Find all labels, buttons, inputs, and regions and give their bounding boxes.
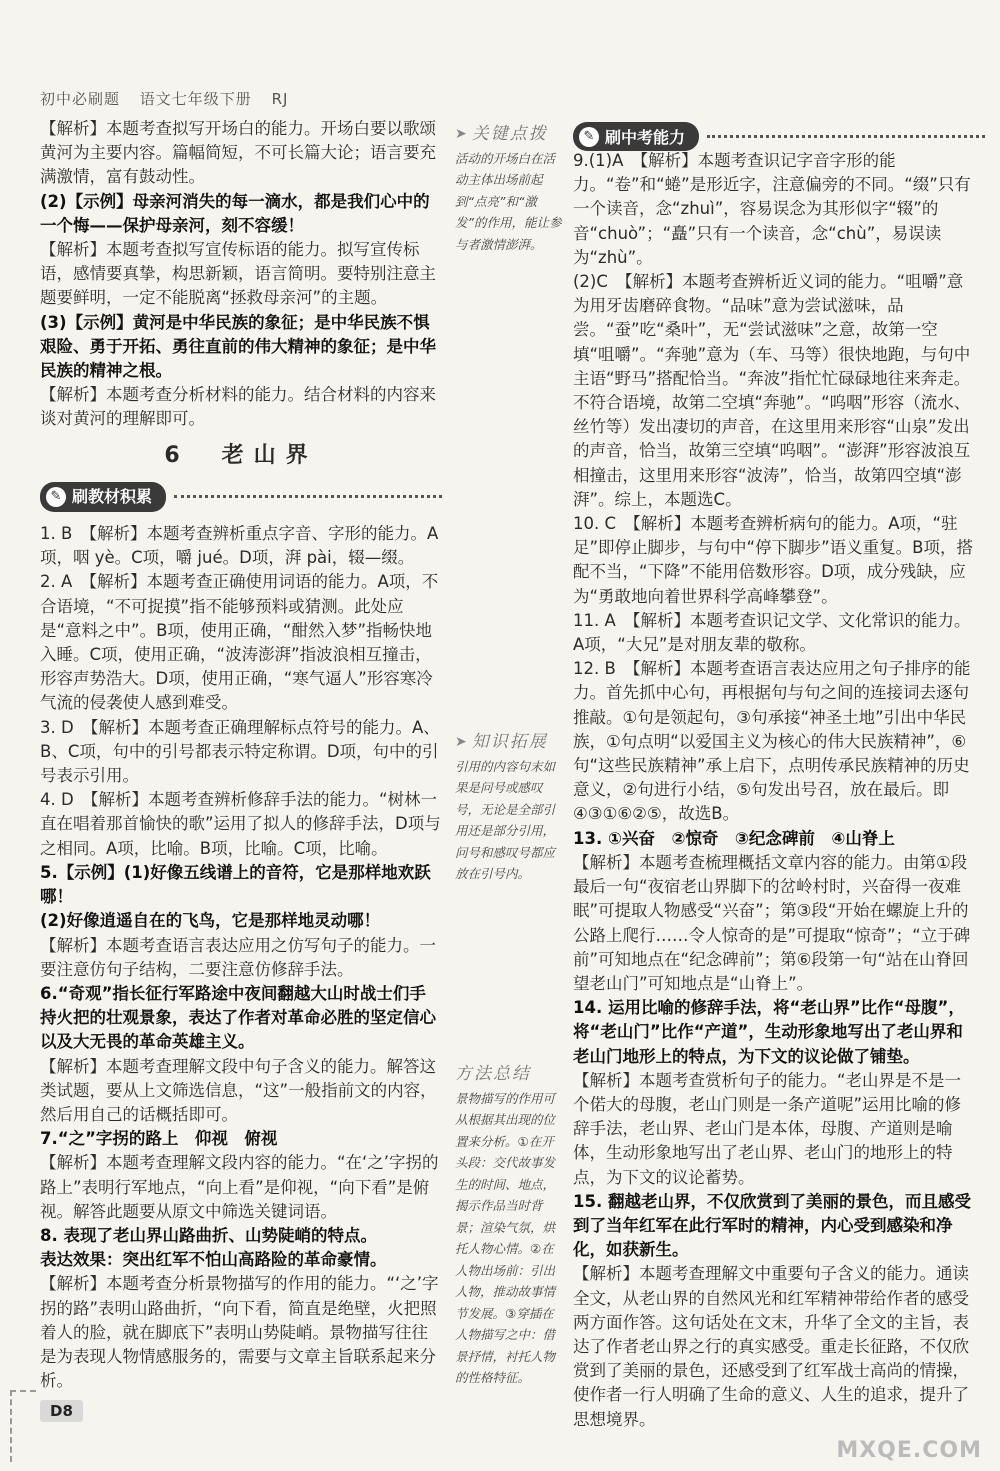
answer-item: 2. A 【解析】本题考查正确使用词语的能力。A项，不合语境，“不可捉摸”指不能够预料或猜测。此处应是“意料之中”。B项，使用正确，“酣然入梦”指畅快地入睡。C项，使用正确，“波涛澎湃”指波浪相互撞击，形容声势浩大。D项，使用正确，“寒气逼人”形容寒冷气流的侵袭使人感到难受。 xyxy=(40,572,439,713)
answer-item: 9.(1)A 【解析】本题考查识记字音字形的能力。“卷”和“蜷”是形近字，注意偏旁的不同。“缀”只有一个读音，念“zhuì”，容易误念为其形似字“辍”的音“chuò”；“矗”只有一个读音，念“chù”，易误读为“zhù”。 xyxy=(573,151,971,267)
analysis-paragraph: 【解析】本题考查拟写宣传标语的能力。拟写宣传标语，感情要真挚，构思新颖，语言简明。要特别注意主题要鲜明，一定不能脱离“拯救母亲河”的主题。 xyxy=(40,240,436,308)
watermark: MXQE.COM xyxy=(836,1438,982,1463)
banner-badge xyxy=(573,122,699,151)
banner-label: 刷教材积累 xyxy=(72,486,153,506)
book-title: 初中必刷题 xyxy=(40,90,121,108)
analysis-paragraph: 【解析】本题考查梳理概括文章内容的能力。由第①段最后一句“夜宿老山界脚下的岔岭村时，兴奋得一夜难眠”可提取人物感受“兴奋”；第③段“开始在螺旋上升的公路上爬行……令人惊奇的是”可提取“惊奇”；“立于碑前”可知地点在“纪念碑前”；第⑥段第一句“站在山脊回望老山门”可知地点是“山脊上”。 xyxy=(573,852,971,993)
corner-mark xyxy=(10,1390,36,1462)
answer-item: 1. B 【解析】本题考查辨析重点字音、字形的能力。A项，咽 yè。C项，嚼 jué。D项，湃 pài，辍—缀。 xyxy=(40,524,439,568)
example-answer: (3)【示例】黄河是中华民族的象征；是中华民族不惧艰险、勇于开拓、勇往直前的伟大精神的象征；是中华民族的精神之根。 xyxy=(40,312,436,381)
book-icon: ✎ xyxy=(46,487,66,507)
side-note-title: 方法总结 xyxy=(455,1064,531,1084)
answer-item: 4. D 【解析】本题考查辨析修辞手法的能力。“树林一直在唱着那首愉快的歌”运用了拟人的修辞手法，D项与之相同。A项，比喻。B项，比喻。C项，比喻。 xyxy=(40,790,441,858)
left-column xyxy=(40,117,442,1393)
analysis-paragraph: 【解析】本题考查语言表达应用之仿写句子的能力。一要注意仿句子结构，二要注意仿修辞手法。 xyxy=(40,935,436,979)
answer-item: 8. 表现了老山界山路曲折、山势陡峭的特点。 xyxy=(40,1225,377,1245)
analysis-paragraph: 【解析】本题考查拟写开场白的能力。开场白要以歌颂黄河为主要内容。篇幅简短，不可长篇大论；语言要充满激情，富有鼓动性。 xyxy=(40,119,436,187)
arrow-icon: ➤ xyxy=(455,734,469,750)
analysis-paragraph: 【解析】本题考查分析材料的能力。结合材料的内容来谈对黄河的理解即可。 xyxy=(40,385,436,429)
analysis-paragraph: 【解析】本题考查理解文段内容的能力。“在‘之’字拐的路上”表明行军地点，“向上看”是仰视，“向下看”是俯视。解答此题要从原文中筛选关键词语。 xyxy=(40,1153,439,1221)
answer-item: 7.“之”字拐的路上 仰视 俯视 xyxy=(40,1129,278,1149)
answer-item: 表达效果：突出红军不怕山高路险的革命豪情。 xyxy=(40,1250,387,1270)
side-note-title: 关键点拨 xyxy=(471,124,548,144)
answer-item: 11. A 【解析】本题考查识记文学、文化常识的能力。A项，“大兄”是对朋友辈的敬称。 xyxy=(573,610,971,655)
exam-banner xyxy=(573,122,985,151)
answer-item: 13. ①兴奋 ②惊奇 ③纪念碑前 ④山脊上 xyxy=(573,828,895,848)
side-note-title: 知识拓展 xyxy=(471,732,548,752)
book-icon: ✎ xyxy=(579,127,599,147)
example-answer: (2)【示例】母亲河消失的每一滴水，都是我们心中的一个悔——保护母亲河，刻不容缓！ xyxy=(40,191,430,235)
answer-item: 14. 运用比喻的修辞手法，将“老山界”比作“母腹”，将“老山门”比作“产道”，生动形象地写出了老山界和老山门地形上的特点，为下文的议论做了铺垫。 xyxy=(573,998,965,1066)
side-note-key-points xyxy=(455,124,563,255)
side-note-knowledge xyxy=(455,732,563,885)
subject: 语文七年级下册 xyxy=(139,90,252,108)
section-banner xyxy=(40,482,442,512)
divider xyxy=(707,135,985,138)
answer-item: 15. 翻越老山界，不仅欣赏到了美丽的景色，而且感受到了当年红军在此行军时的精神，内心受到感染和净化，如获新生。 xyxy=(573,1191,971,1260)
answer-item: 6.“奇观”指长征行军路途中夜间翻越大山时战士们手持火把的壮观景象，表达了作者对革命必胜的坚定信心以及大无畏的革命英雄主义。 xyxy=(40,983,436,1052)
answer-item: (2)C 【解析】本题考查辨析近义词的能力。“咀嚼”意为用牙齿磨碎食物。“品味”意为尝试滋味，品尝。“蚕”吃“桑叶”，无“尝试滋味”之意，故第一空填“咀嚼”。“奔驰”意为（车、马等）很快地跑，与句中主语“野马”搭配恰当。“奔波”指忙忙碌碌地往来奔走。不符合语境，故第二空填“奔驰”。“呜咽”形容（流水、丝竹等）发出凄切的声音，在这里用来形容“山泉”发出的声音，恰当，故第三空填“呜咽”。“澎湃”形容波浪互相撞击，这里用来形容“波涛”，恰当，故第四空填“澎湃”。综上，本题选C。 xyxy=(573,272,971,509)
page-number: D8 xyxy=(40,1400,83,1422)
answer-item: 10. C 【解析】本题考查辨析病句的能力。A项，“驻足”即停止脚步，与句中“停下脚步”语义重复。B项，搭配不当，“下降”不能用倍数形容。D项，成分残缺，应为“勇敢地向着世界科学高峰攀登”。 xyxy=(573,514,973,606)
answer-item: (2)好像逍遥自在的飞鸟，它是那样地灵动哪！ xyxy=(40,911,381,931)
arrow-icon: ➤ xyxy=(455,126,469,142)
answer-item: 12. B 【解析】本题考查语言表达应用之句子排序的能力。首先抓中心句，再根据句与句之间的连接词去逐句推敲。①句是领起句，③句承接“神圣土地”引出中华民族，①句点明“以爱国主义为核心的伟大民族精神”，⑥句“这些民族精神”承上启下，点明传承民族精神的历史意义，②句进行小结，⑤句发出号召，放在最后。即④③①⑥②⑤，故选B。 xyxy=(573,659,971,824)
banner-label: 刷中考能力 xyxy=(605,128,686,147)
answer-item: 5.【示例】(1)好像五线谱上的音符，它是那样地欢跃哪！ xyxy=(40,862,431,907)
section-title: 6 老山界 xyxy=(164,442,318,468)
analysis-paragraph: 【解析】本题考查理解文段中句子含义的能力。解答这类试题，要从上文筛选信息，“这”一般指前文的内容，然后用自己的话概括即可。 xyxy=(40,1056,437,1124)
divider xyxy=(174,495,442,498)
edition: RJ xyxy=(271,90,289,108)
analysis-paragraph: 【解析】本题考查理解文中重要句子含义的能力。通读全文，从老山界的自然风光和红军精神带给作者的感受两方面作答。这句话处在文末，升华了全文的主旨，表达了作者老山界之行的真实感受。重走长征路，不仅欣赏到了美丽的景色，还感受到了红军战士高尚的情操，使作者一行人明确了生命的意义、人生的追求，提升了思想境界。 xyxy=(573,1264,969,1429)
page-header xyxy=(40,88,302,109)
analysis-paragraph: 【解析】本题考查赏析句子的能力。“老山界是不是一个偌大的母腹，老山门则是一条产道呢”运用比喻的修辞手法，老山界、老山门是本体，母腹、产道则是喻体，生动形象地写出了老山界、老山门的地形上的特点，为下文的议论蓄势。 xyxy=(573,1070,962,1187)
side-note-text: 活动的开场白在活动主体出场前起到“点亮”和“激发”的作用，能让参与者激情澎湃。 xyxy=(455,150,562,252)
side-note-method xyxy=(455,1064,563,1389)
right-column xyxy=(573,149,975,1432)
answer-item: 3. D 【解析】本题考查正确理解标点符号的能力。A、B、C项，句中的引号都表示特定称谓。D项，句中的引号表示引用。 xyxy=(40,717,440,786)
side-note-text: 引用的内容句末如果是问号或感叹号，无论是全部引用还是部分引用，问号和感叹号都应放在引号内。 xyxy=(455,758,556,881)
side-note-text: 景物描写的作用可从根据其出现的位置来分析。①在开头段：交代故事发生的时间、地点，揭示作品当时背景；渲染气氛，烘托人物心情。②在人物出场前：引出人物，推动故事情节发展。③穿插在人物描写之中：借景抒情，衬托人物的性格特征。 xyxy=(455,1090,556,1385)
analysis-paragraph: 【解析】本题考查分析景物描写的作用的能力。“‘之’字拐的路”表明山路曲折，“向下看，简直是绝壁，火把照着人的脸，就在脚底下”表明山势陡峭。景物描写往往是为表现人物情感服务的，需要与文章主旨联系起来分析。 xyxy=(40,1274,439,1391)
banner-badge xyxy=(40,482,166,512)
